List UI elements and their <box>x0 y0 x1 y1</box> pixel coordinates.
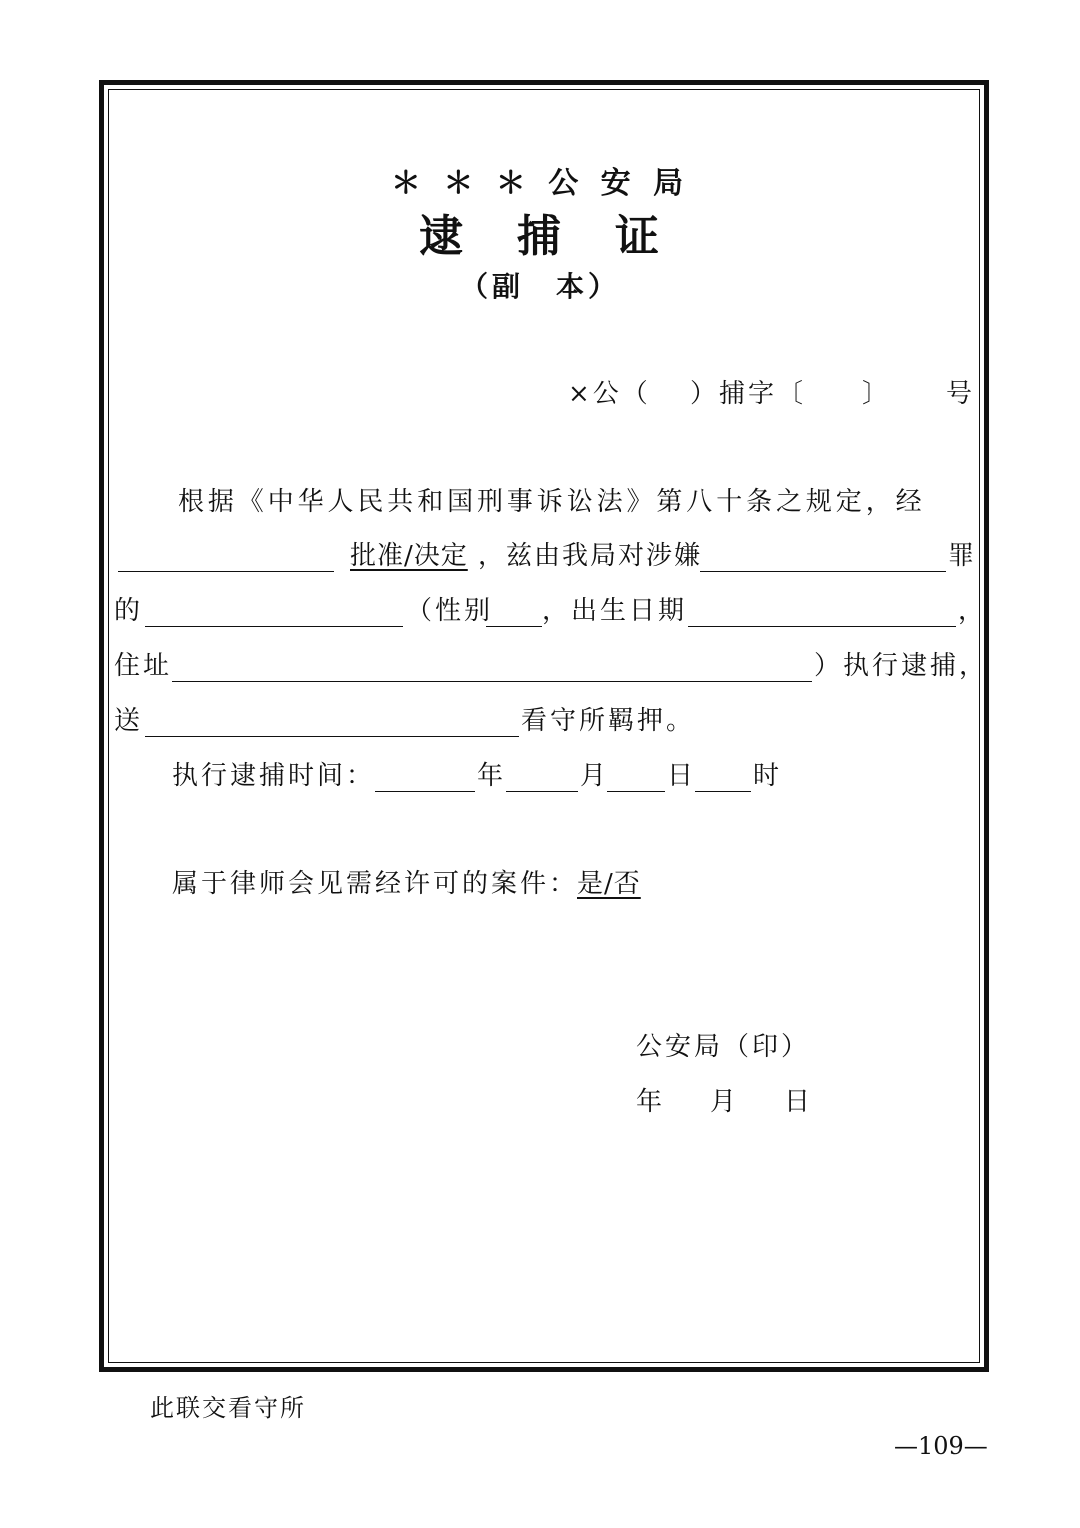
de-label: 的 <box>114 596 144 626</box>
lawyer-meeting-label: 属于律师会见需经许可的案件： <box>172 869 579 899</box>
gender-label: （性别 <box>406 596 494 626</box>
title-char-2: 捕 <box>517 211 563 262</box>
seal-label: 公安局（印） <box>636 1032 811 1062</box>
execute-arrest: ）执行逮捕， <box>814 651 989 681</box>
detention-label: 看守所羁押。 <box>521 706 696 736</box>
arrest-hour-blank <box>695 765 751 792</box>
arrest-year-blank <box>375 765 475 792</box>
arrest-day-label: 日 <box>667 761 697 791</box>
copy-destination-note: 此联交看守所 <box>150 1394 306 1422</box>
body-line-2-mid: ，兹由我局对涉嫌 <box>478 541 703 571</box>
address-label: 住址 <box>114 651 173 681</box>
agency-name: ＊ ＊ ＊ 公 安 局 <box>390 166 690 201</box>
detention-center-blank <box>145 710 519 737</box>
approver-blank <box>118 545 334 572</box>
case-number-prefix: ×公（ <box>568 379 651 409</box>
arrest-month-label: 月 <box>580 761 610 791</box>
arrest-year-label: 年 <box>477 761 507 791</box>
page-number: —109— <box>894 1432 988 1460</box>
arrest-month-blank <box>506 765 578 792</box>
case-number-middle: ）捕字〔 <box>690 379 807 409</box>
title-char-3: 证 <box>615 211 661 262</box>
arrest-hour-label: 时 <box>753 761 783 791</box>
title-char-1: 逮 <box>419 211 465 262</box>
address-blank <box>172 655 812 682</box>
send-label: 送 <box>114 706 144 736</box>
birth-label: ，出生日期 <box>542 596 688 626</box>
case-number-hao: 号 <box>946 379 976 409</box>
signature-month: 月 <box>710 1087 740 1117</box>
name-blank <box>145 600 403 627</box>
arrest-day-blank <box>607 765 665 792</box>
signature-day: 日 <box>784 1087 814 1117</box>
crime-label: 罪 <box>948 541 978 571</box>
crime-blank <box>700 545 946 572</box>
arrest-time-label: 执行逮捕时间： <box>172 761 376 791</box>
approve-decide: 批准/决定 <box>350 541 468 571</box>
copy-label: （副 本） <box>459 270 620 303</box>
birth-blank <box>688 600 956 627</box>
gender-blank <box>486 600 542 627</box>
birth-comma: ， <box>958 596 988 626</box>
case-number-bracket: 〕 <box>862 379 892 409</box>
signature-year: 年 <box>636 1087 666 1117</box>
document-title <box>0 200 1080 264</box>
lawyer-meeting-value: 是/否 <box>577 869 641 899</box>
body-line-1: 根据《中华人民共和国刑事诉讼法》第八十条之规定，经 <box>178 487 926 517</box>
